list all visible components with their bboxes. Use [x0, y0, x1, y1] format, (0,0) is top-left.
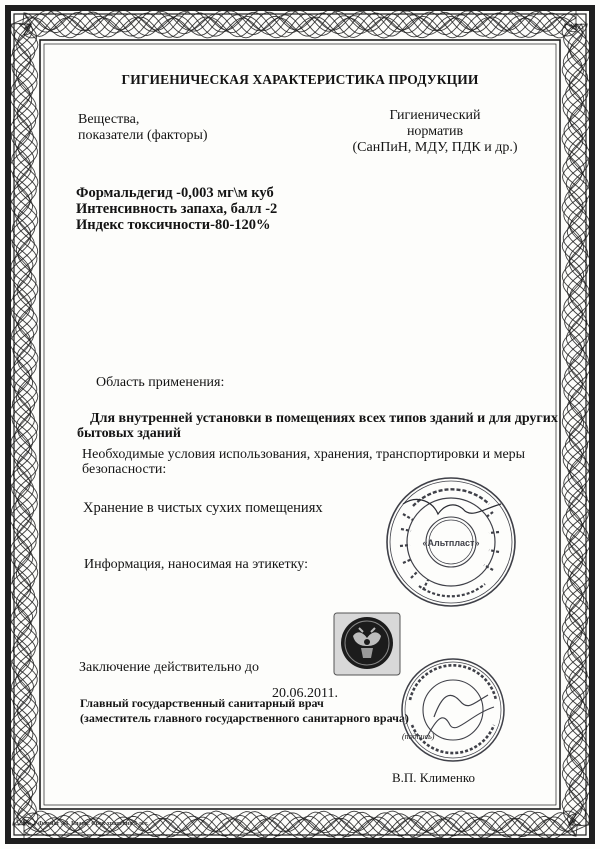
signatory-title: Главный государственный санитарный врач: [80, 696, 324, 710]
sanitary-service-stamp: [398, 655, 508, 765]
validity-label: Заключение действительно до: [79, 660, 259, 675]
stamp-company-name: «Альтпласт»: [422, 538, 480, 548]
conditions-label-line2: безопасности:: [82, 462, 167, 477]
signature-caption: (подпись): [402, 732, 435, 741]
hologram-emblem: [333, 612, 401, 676]
indicator-toxicity: Индекс токсичности-80-120%: [76, 217, 271, 233]
indicator-odor: Интенсивность запаха, балл -2: [76, 201, 278, 217]
label-info: Информация, наносимая на этикетку:: [84, 557, 308, 572]
header-norm: Гигиенический норматив (СанПиН, МДУ, ПДК и др.): [352, 108, 518, 156]
validity-date: 20.06.2011.: [272, 686, 338, 701]
header-substances: Вещества, показатели (факторы): [78, 112, 208, 144]
signatory-deputy: (заместитель главного государственного санитарного врача): [80, 711, 409, 725]
indicator-formaldehyde: Формальдегид -0,003 мг\м куб: [76, 185, 274, 201]
document-title: ГИГИЕНИЧЕСКАЯ ХАРАКТЕРИСТИКА ПРОДУКЦИИ: [121, 72, 479, 87]
application-value-line2: бытовых зданий: [77, 426, 181, 441]
application-value-line1: Для внутренней установки в помещениях всех типов зданий и для других: [90, 411, 558, 426]
signatory-name: В.П. Клименко: [392, 770, 476, 785]
conditions-value: Хранение в чистых сухих помещениях: [83, 500, 323, 516]
application-label: Область применения:: [96, 375, 225, 390]
conditions-label-line1: Необходимые условия использования, хранения, транспортировки и меры: [82, 447, 526, 462]
form-footer: Формат А4. Бланк. Срок хранения 5 лет.: [38, 821, 149, 827]
company-stamp: [383, 474, 519, 610]
